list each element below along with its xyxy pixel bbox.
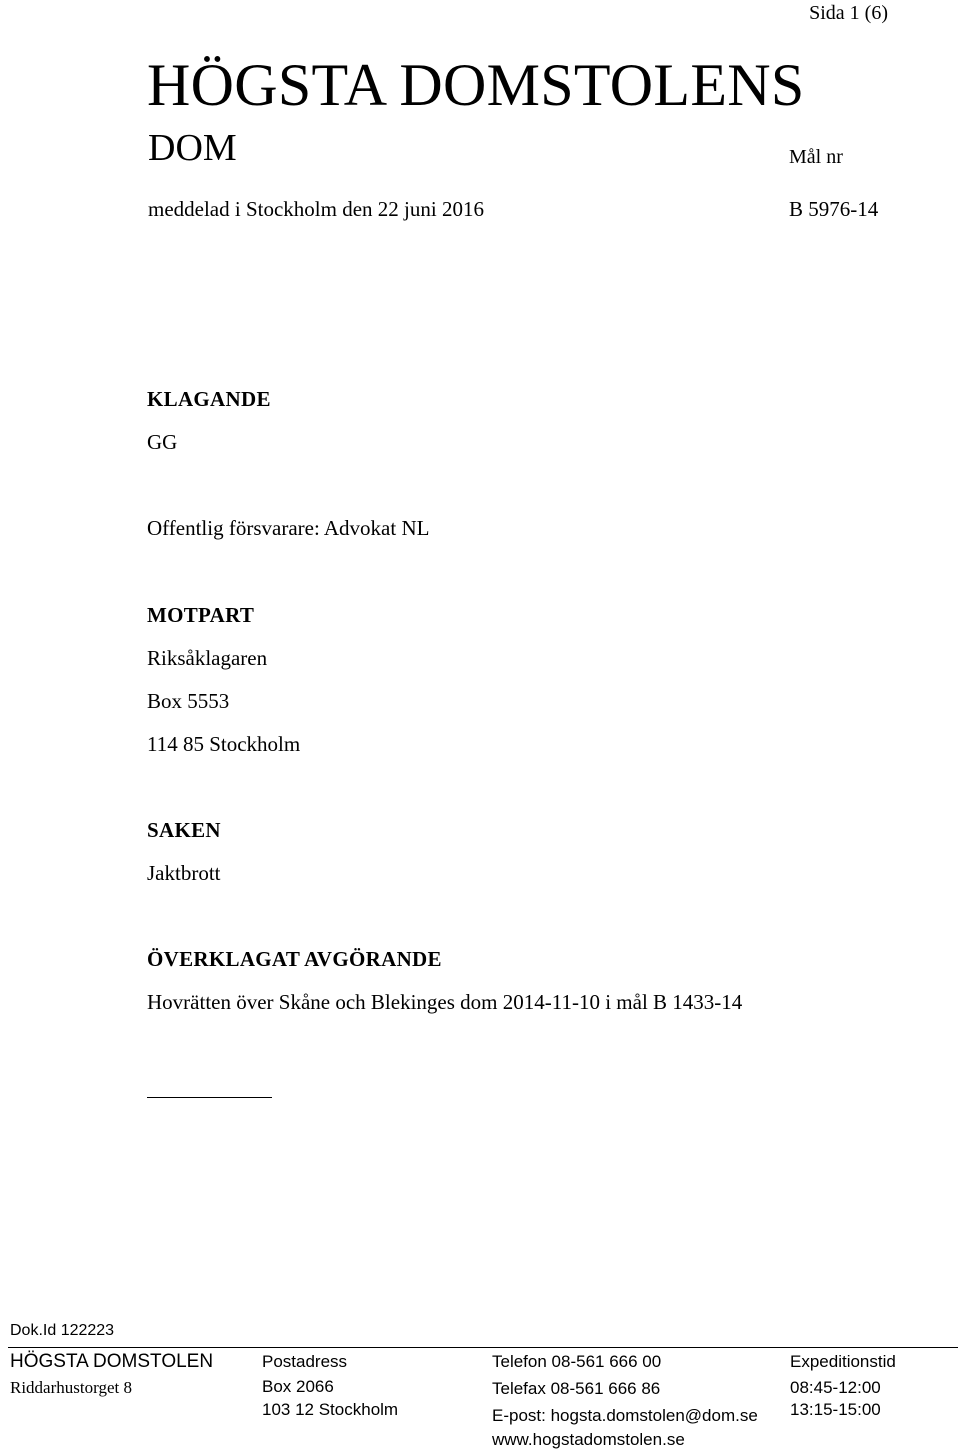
case-number: B 5976-14 xyxy=(789,197,879,221)
footer-postal-box: Box 2066 xyxy=(262,1377,334,1396)
respondent-city: 114 85 Stockholm xyxy=(147,732,301,756)
appealed-decision-heading: ÖVERKLAGAT AVGÖRANDE xyxy=(147,947,442,971)
footer-email: E-post: hogsta.domstolen@dom.se xyxy=(492,1406,758,1425)
document-type: DOM xyxy=(148,127,237,169)
section-divider xyxy=(147,1097,272,1098)
court-name-title: HÖGSTA DOMSTOLENS xyxy=(147,52,805,118)
footer-court-name: HÖGSTA DOMSTOLEN xyxy=(10,1351,214,1372)
footer-website: www.hogstadomstolen.se xyxy=(492,1430,685,1449)
matter-heading: SAKEN xyxy=(147,818,221,842)
footer-hours-afternoon: 13:15-15:00 xyxy=(790,1400,881,1419)
footer-hours-morning: 08:45-12:00 xyxy=(790,1378,881,1397)
footer-phone: Telefon 08-561 666 00 xyxy=(492,1352,662,1371)
footer-divider xyxy=(8,1347,958,1348)
footer-office-hours-heading: Expeditionstid xyxy=(790,1352,896,1371)
case-number-label: Mål nr xyxy=(789,146,843,168)
respondent-name: Riksåklagaren xyxy=(147,646,268,670)
matter-subject: Jaktbrott xyxy=(147,861,221,885)
appellant-counsel: Offentlig försvarare: Advokat NL xyxy=(147,516,430,540)
respondent-heading: MOTPART xyxy=(147,603,255,627)
footer-fax: Telefax 08-561 666 86 xyxy=(492,1379,661,1398)
appellant-heading: KLAGANDE xyxy=(147,387,271,411)
footer-postal-city: 103 12 Stockholm xyxy=(262,1400,399,1419)
footer-street-address: Riddarhustorget 8 xyxy=(10,1378,132,1397)
footer-postal-heading: Postadress xyxy=(262,1352,348,1371)
issued-date: meddelad i Stockholm den 22 juni 2016 xyxy=(148,197,484,221)
appellant-name: GG xyxy=(147,430,178,454)
document-id: Dok.Id 122223 xyxy=(10,1322,115,1339)
page-number: Sida 1 (6) xyxy=(809,2,888,24)
respondent-box: Box 5553 xyxy=(147,689,230,713)
appealed-decision-description: Hovrätten över Skåne och Blekinges dom 2014-11-10 i mål B 1433-14 xyxy=(147,990,743,1014)
